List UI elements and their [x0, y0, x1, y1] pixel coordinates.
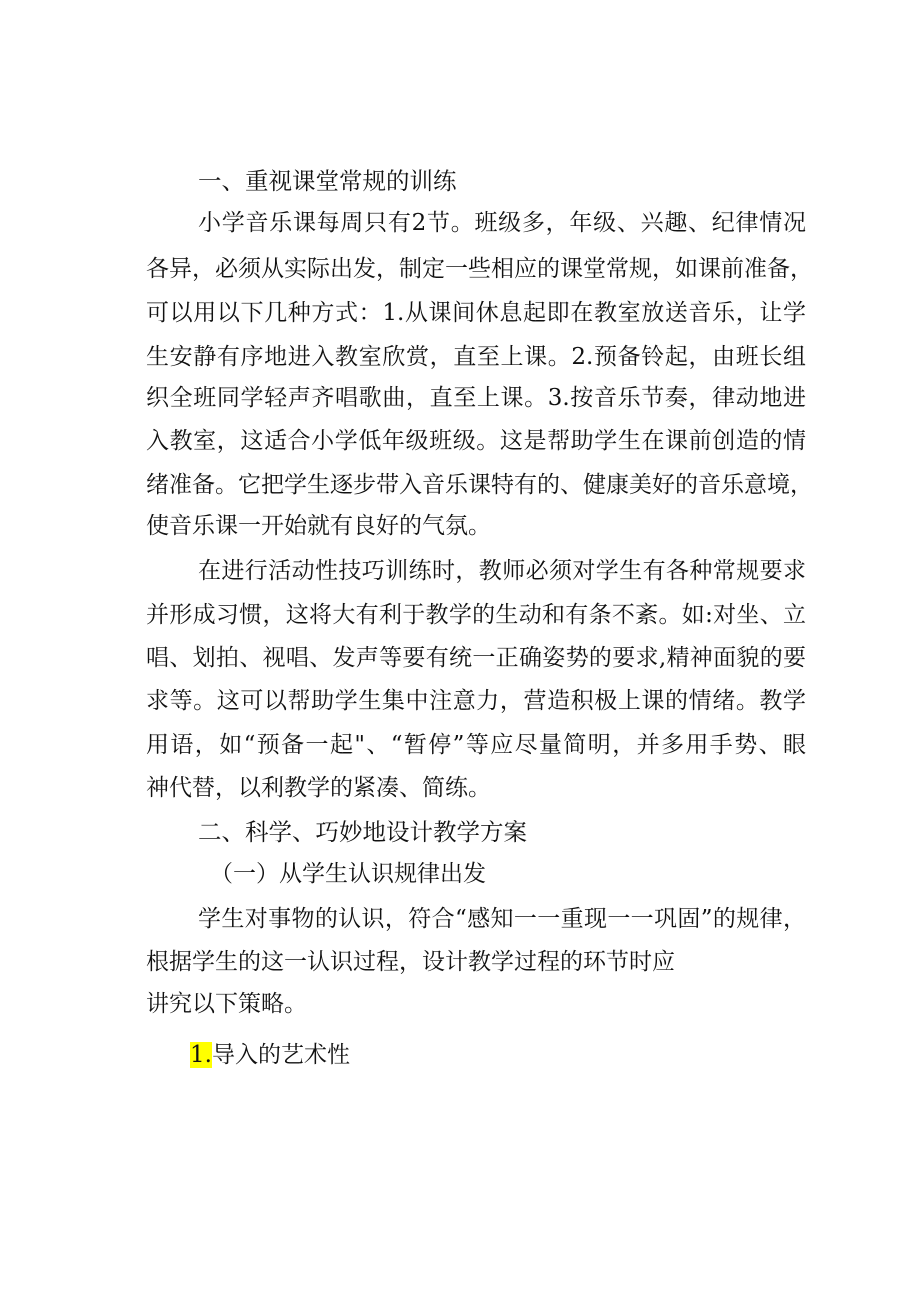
paragraph-line: 神代替，以利教学的紧凑、简练。 — [146, 775, 491, 801]
highlighted-item-number: 1. — [190, 1042, 212, 1068]
list-item-1 — [190, 1040, 850, 1070]
paragraph-line: 用语，如“预备一起"、“暂停”等应尽量简明，并多用手势、眼 — [146, 732, 806, 758]
paragraph-line: 生安静有序地进入教室欣赏，直至上课。2.预备铃起，由班长组 — [146, 344, 806, 370]
list-item-text: 导入的艺术性 — [211, 1042, 350, 1068]
paragraph-line: 使音乐课一开始就有良好的气氛。 — [146, 513, 491, 539]
paragraph-line: 可以用以下几种方式：1.从课间休息起即在教室放送音乐，让学 — [146, 300, 806, 326]
section-heading-2: 二、科学、巧妙地设计教学方案 — [198, 818, 527, 846]
paragraph-line: 各异，必须从实际出发，制定一些相应的课堂常规，如课前准备， — [146, 256, 813, 282]
paragraph-line: 唱、划拍、视唱、发声等要有统一正确姿势的要求,精神面貌的要 — [146, 645, 806, 671]
paragraph-line: 在进行活动性技巧训练时，教师必须对学生有各种常规要求 — [198, 558, 806, 584]
subsection-heading: （一）从学生认识规律出发 — [210, 861, 486, 887]
paragraph-line: 讲究以下策略。 — [146, 991, 307, 1017]
paragraph-line: 织全班同学轻声齐唱歌曲，直至上课。3.按音乐节奏，律动地进 — [146, 385, 806, 411]
paragraph-line: 绪准备。它把学生逐步带入音乐课特有的、健康美好的音乐意境， — [146, 472, 813, 498]
section-heading-1: 一、重视课堂常规的训练 — [198, 167, 457, 195]
paragraph-line: 入教室，这适合小学低年级班级。这是帮助学生在课前创造的情 — [146, 428, 806, 454]
paragraph-line: 学生对事物的认识，符合“感知一一重现一一巩固”的规律， — [198, 906, 806, 932]
paragraph-line: 小学音乐课每周只有2节。班级多，年级、兴趣、纪律情况 — [198, 210, 806, 236]
paragraph-line: 求等。这可以帮助学生集中注意力，营造积极上课的情绪。教学 — [146, 688, 806, 714]
paragraph-line: 根据学生的这一认识过程，设计教学过程的环节时应 — [146, 949, 675, 975]
paragraph-line: 并形成习惯，这将大有利于教学的生动和有条不紊。如:对坐、立 — [146, 602, 806, 628]
